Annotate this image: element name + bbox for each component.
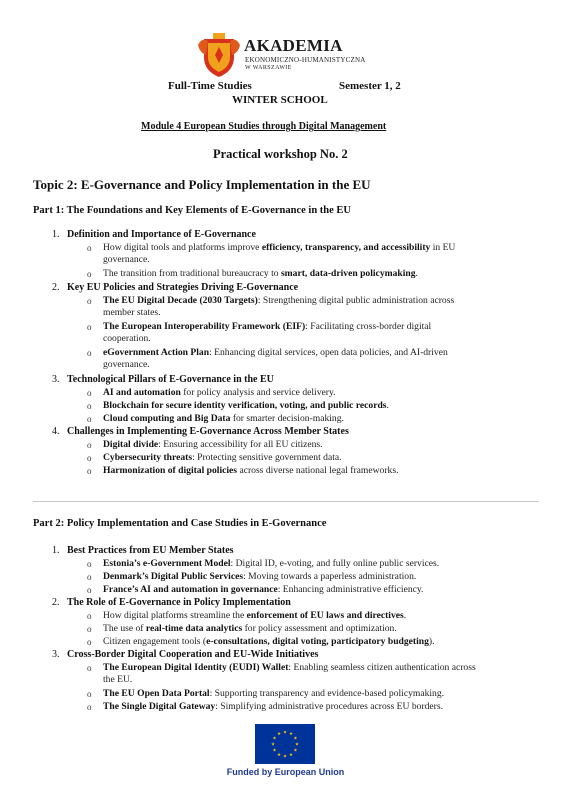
part1-item-2	[52, 282, 532, 293]
bullet-icon: o	[87, 466, 92, 476]
list-item: France’s AI and automation in governance: Enhancing administrative efficiency.	[103, 584, 424, 595]
list-item: The European Interoperability Framework (EIF): Facilitating cross-border digital cooperation.	[103, 321, 432, 344]
list-item: Blockchain for secure identity verification, voting, and public records.	[103, 400, 389, 411]
part1-title: Part 1: The Foundations and Key Elements of E-Governance in the EU	[33, 205, 352, 216]
semester-label: Semester 1, 2	[339, 80, 401, 92]
part1-item-3	[52, 374, 532, 385]
logo-subtitle: EKONOMICZNO-HUMANISTYCZNA	[245, 56, 366, 64]
list-item: The European Digital Identity (EUDI) Wallet: Enabling seamless citizen authentication across the EU.	[103, 662, 476, 685]
bullet-icon: o	[87, 624, 92, 634]
list-item: Digital divide: Ensuring accessibility for all EU citizens.	[103, 439, 323, 450]
item-title: Best Practices from EU Member States	[67, 545, 234, 556]
part2-item-1	[52, 545, 532, 556]
star-icon: ★	[276, 731, 282, 737]
list-item: The use of real-time data analytics for policy assessment and optimization.	[103, 623, 397, 634]
list-item: The EU Digital Decade (2030 Targets): Strengthening digital public administration across member states.	[103, 295, 455, 318]
eu-flag-icon	[255, 724, 315, 764]
item-number: 4.	[52, 426, 60, 437]
star-icon: ★	[282, 729, 288, 735]
item-number: 3.	[52, 649, 60, 660]
bullet-icon: o	[87, 348, 92, 358]
school-label: WINTER SCHOOL	[232, 94, 328, 106]
star-icon: ★	[288, 731, 294, 737]
crest-icon	[198, 33, 240, 79]
section-divider	[33, 501, 539, 502]
bullet-icon: o	[87, 401, 92, 411]
bullet-icon: o	[87, 637, 92, 647]
list-item: Harmonization of digital policies across diverse national legal frameworks.	[103, 465, 399, 476]
item-title: Cross-Border Digital Cooperation and EU-Wide Initiatives	[67, 649, 319, 660]
list-item: eGovernment Action Plan: Enhancing digital services, open data policies, and AI-driven governance.	[103, 347, 448, 370]
item-title: The Role of E-Governance in Policy Implementation	[67, 597, 291, 608]
item-number: 1.	[52, 545, 60, 556]
bullet-icon: o	[87, 322, 92, 332]
list-item: Estonia’s e-Government Model: Digital ID, e-voting, and fully online public services.	[103, 558, 440, 569]
part2-title: Part 2: Policy Implementation and Case Studies in E-Governance	[33, 518, 327, 529]
funded-by-label: Funded by European Union	[226, 767, 345, 777]
bullet-icon: o	[87, 702, 92, 712]
list-item: Citizen engagement tools (e-consultations, digital voting, participatory budgeting).	[103, 636, 435, 647]
item-number: 3.	[52, 374, 60, 385]
star-icon: ★	[294, 741, 300, 747]
studies-label: Full-Time Studies	[168, 80, 252, 92]
item-number: 1.	[52, 229, 60, 240]
logo-name: AKADEMIA	[244, 36, 343, 55]
bullet-icon: o	[87, 453, 92, 463]
bullet-icon: o	[87, 559, 92, 569]
item-title: Definition and Importance of E-Governance	[67, 229, 256, 240]
star-icon: ★	[282, 753, 288, 759]
part1-item-1	[52, 229, 532, 240]
star-icon: ★	[270, 741, 276, 747]
part2-item-3	[52, 649, 532, 660]
workshop-title: Practical workshop No. 2	[213, 147, 348, 161]
item-number: 2.	[52, 282, 60, 293]
bullet-icon: o	[87, 440, 92, 450]
bullet-icon: o	[87, 388, 92, 398]
topic-title: Topic 2: E-Governance and Policy Implementation in the EU	[33, 177, 371, 192]
bullet-icon: o	[87, 663, 92, 673]
item-title: Key EU Policies and Strategies Driving E-Governance	[67, 282, 299, 293]
star-icon: ★	[293, 747, 298, 753]
bullet-icon: o	[87, 689, 92, 699]
item-title: Technological Pillars of E-Governance in the EU	[67, 374, 274, 385]
part2-item-2	[52, 597, 532, 608]
item-title: Challenges in Implementing E-Governance Across Member States	[67, 426, 349, 437]
star-icon: ★	[272, 747, 277, 753]
item-number: 2.	[52, 597, 60, 608]
list-item: How digital platforms streamline the enforcement of EU laws and directives.	[103, 610, 407, 621]
bullet-icon: o	[87, 243, 92, 253]
bullet-icon: o	[87, 414, 92, 424]
star-icon: ★	[272, 735, 277, 741]
part1-item-4	[52, 426, 532, 437]
logo-city: W WARSZAWIE	[245, 65, 292, 71]
list-item: How digital tools and platforms improve efficiency, transparency, and accessibility in EU governance.	[103, 242, 456, 265]
list-item: AI and automation for policy analysis and service delivery.	[103, 387, 336, 398]
module-title: Module 4 European Studies through Digital Management	[141, 121, 387, 132]
star-icon: ★	[276, 751, 282, 757]
list-item: The Single Digital Gateway: Simplifying administrative procedures across EU borders.	[103, 701, 444, 712]
list-item: The transition from traditional bureaucracy to smart, data-driven policymaking.	[103, 268, 418, 279]
bullet-icon: o	[87, 572, 92, 582]
bullet-icon: o	[87, 269, 92, 279]
list-item: Cybersecurity threats: Protecting sensitive government data.	[103, 452, 342, 463]
list-item: Cloud computing and Big Data for smarter decision-making.	[103, 413, 344, 424]
bullet-icon: o	[87, 296, 92, 306]
star-icon: ★	[293, 735, 298, 741]
bullet-icon: o	[87, 611, 92, 621]
bullet-icon: o	[87, 585, 92, 595]
list-item: Denmark’s Digital Public Services: Moving towards a paperless administration.	[103, 571, 417, 582]
star-icon: ★	[288, 751, 294, 757]
list-item: The EU Open Data Portal: Supporting transparency and evidence-based policymaking.	[103, 688, 445, 699]
